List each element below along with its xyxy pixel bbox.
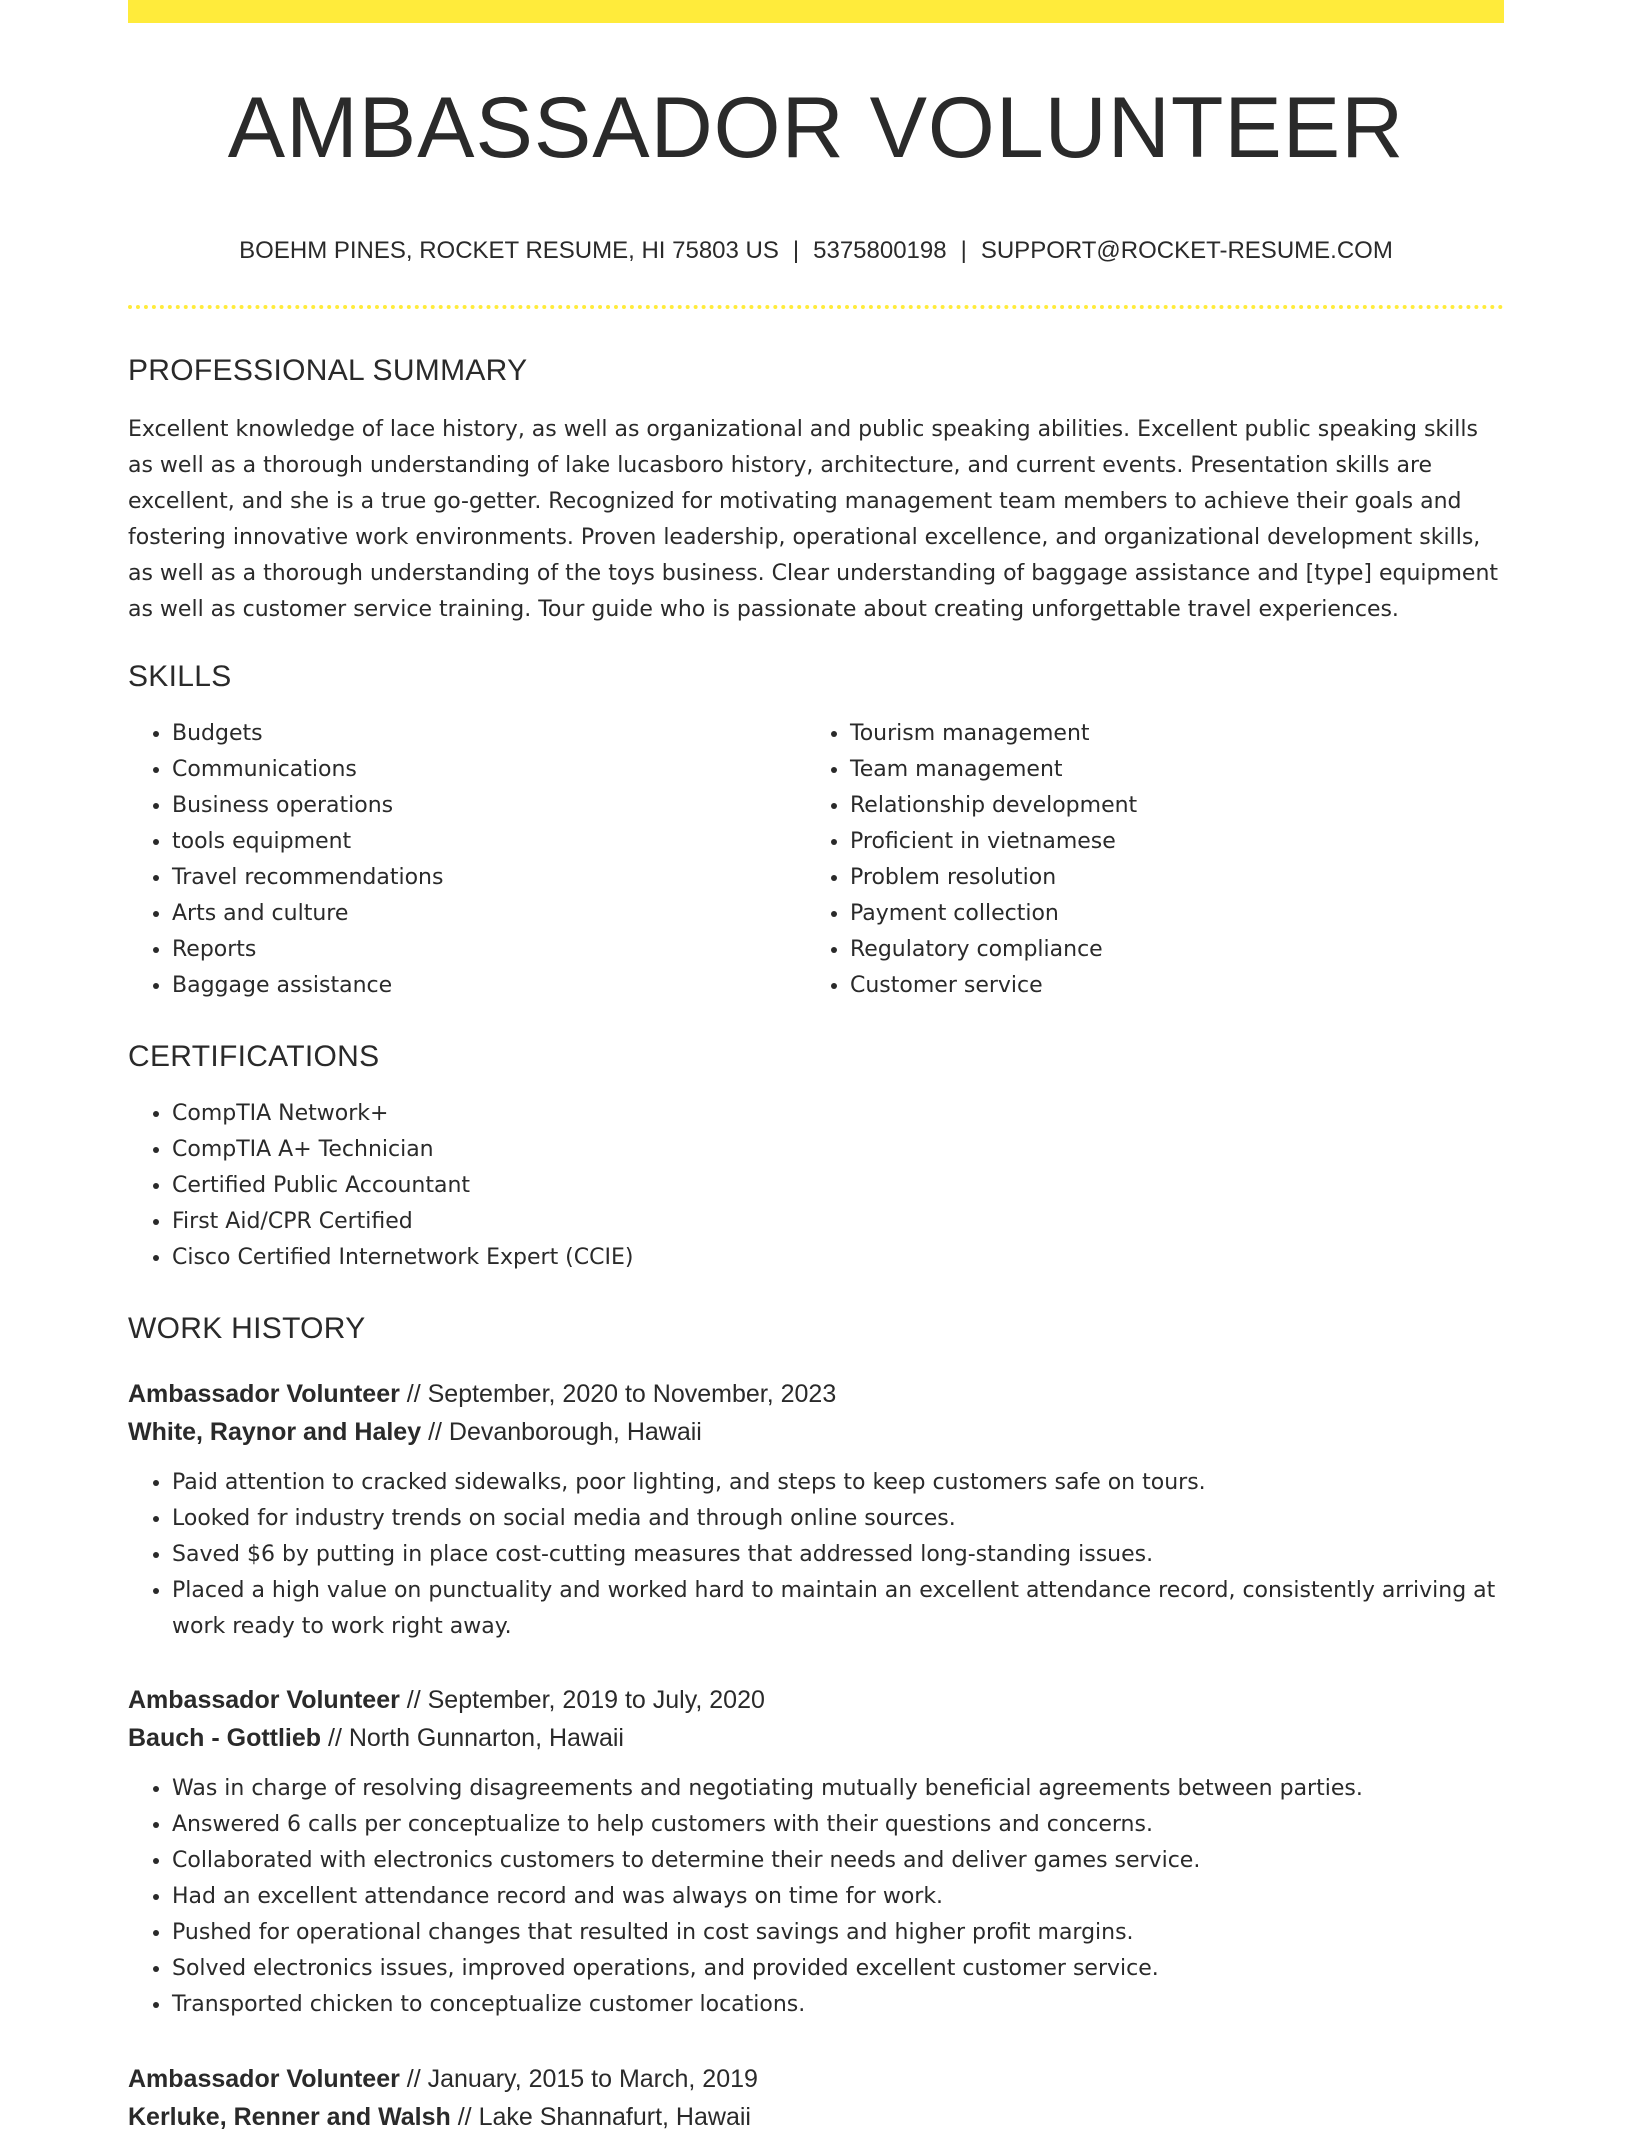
job-company: Bauch - Gottlieb xyxy=(128,1724,322,1752)
job-title-line xyxy=(128,1375,1504,1413)
job-bullet: • Looked for industry trends on social media and through online sources. xyxy=(172,1501,1504,1537)
summary-section xyxy=(128,354,1504,628)
certifications-title: CERTIFICATIONS xyxy=(128,1040,380,1073)
contact-separator: | xyxy=(792,237,800,264)
summary-title: PROFESSIONAL SUMMARY xyxy=(128,354,528,387)
skill-item: • Reports xyxy=(172,932,806,968)
skills-grid xyxy=(128,716,1504,1004)
job-bullet: • Was in charge of resolving disagreements and negotiating mutually beneficial agreements between parties. xyxy=(172,1771,1504,1807)
resume-page xyxy=(128,0,1504,2131)
skill-item: • Baggage assistance xyxy=(172,968,806,1004)
job-entry xyxy=(128,1681,1504,2023)
job-company-line xyxy=(128,2098,1504,2136)
certification-item: • CompTIA Network+ xyxy=(172,1096,1504,1132)
contact-separator: | xyxy=(960,237,967,264)
skill-item: • Payment collection xyxy=(850,896,1484,932)
certification-item: • First Aid/CPR Certified xyxy=(172,1204,1504,1240)
job-location: // North Gunnarton, Hawaii xyxy=(328,1724,624,1752)
skill-item: • Communications xyxy=(172,752,806,788)
dotted-divider xyxy=(128,305,1504,309)
skill-item: • Team management xyxy=(850,752,1484,788)
skill-item: • Proficient in vietnamese xyxy=(850,824,1484,860)
job-bullet: • Collaborated with electronics customers to determine their needs and deliver games service. xyxy=(172,1843,1504,1879)
job-company: Kerluke, Renner and Walsh xyxy=(128,2103,451,2131)
certifications-section xyxy=(128,1040,1504,1276)
contact-phone: 5375800198 xyxy=(813,237,947,264)
job-role: Ambassador Volunteer xyxy=(128,1686,400,1714)
skill-item: • Travel recommendations xyxy=(172,860,806,896)
job-company-line xyxy=(128,1719,1504,1757)
certification-item: • Certified Public Accountant xyxy=(172,1168,1504,1204)
candidate-name: AMBASSADOR VOLUNTEER xyxy=(227,80,1405,176)
job-bullet: • Solved electronics issues, improved operations, and provided excellent customer service. xyxy=(172,1951,1504,1987)
contact-email: SUPPORT@ROCKET-RESUME.COM xyxy=(980,237,1393,264)
job-bullet: • Answered 6 calls per conceptualize to help customers with their questions and concerns. xyxy=(172,1807,1504,1843)
accent-top-bar xyxy=(128,0,1504,23)
certification-item: • Cisco Certified Internetwork Expert (CCIE) xyxy=(172,1240,1504,1276)
job-bullet: • Pushed for operational changes that resulted in cost savings and higher profit margins. xyxy=(172,1915,1504,1951)
job-location: // Devanborough, Hawaii xyxy=(428,1418,702,1446)
job-bullet: • Saved $6 by putting in place cost-cutting measures that addressed long-standing issues. xyxy=(172,1537,1504,1573)
work-history-section xyxy=(128,1312,1504,1346)
skills-column-left xyxy=(128,716,806,1004)
job-bullet: • Paid attention to cracked sidewalks, poor lighting, and steps to keep customers safe on tours. xyxy=(172,1465,1504,1501)
contact-line xyxy=(128,237,1504,265)
job-dates: // January, 2015 to March, 2019 xyxy=(406,2065,758,2093)
contact-address: BOEHM PINES, ROCKET RESUME, HI 75803 US xyxy=(239,237,779,264)
skill-item: • Tourism management xyxy=(850,716,1484,752)
job-entry xyxy=(128,1375,1504,1645)
summary-text: Excellent knowledge of lace history, as well as organizational and public speaking abilities. Excellent public speaking skills as well as a thorough understanding of lake lucasboro history, architecture, and current events. Presentation skills are excellent, and she is a true go-getter. Recognized for motivating management team members to achieve their goals and fostering innovative work environments. Proven leadership, operational excellence, and organizational development skills, as well as a thorough understanding of the toys business. Clear understanding of baggage assistance and [type] equipment as well as customer service training. Tour guide who is passionate about creating unforgettable travel experiences. xyxy=(128,417,1499,622)
skill-item: • Arts and culture xyxy=(172,896,806,932)
skills-title: SKILLS xyxy=(128,660,232,693)
job-role: Ambassador Volunteer xyxy=(128,1380,400,1408)
job-bullet: • Placed a high value on punctuality and worked hard to maintain an excellent attendance record, consistently arriving at work ready to work right away. xyxy=(172,1573,1504,1645)
job-dates: // September, 2020 to November, 2023 xyxy=(406,1380,837,1408)
skill-item: • Business operations xyxy=(172,788,806,824)
job-company: White, Raynor and Haley xyxy=(128,1418,422,1446)
skill-item: • Relationship development xyxy=(850,788,1484,824)
skills-section xyxy=(128,660,1504,1004)
job-dates: // September, 2019 to July, 2020 xyxy=(406,1686,765,1714)
job-role: Ambassador Volunteer xyxy=(128,2065,400,2093)
job-bullet: • Had an excellent attendance record and was always on time for work. xyxy=(172,1879,1504,1915)
job-company-line xyxy=(128,1413,1504,1451)
skill-item: • Budgets xyxy=(172,716,806,752)
certification-item: • CompTIA A+ Technician xyxy=(172,1132,1504,1168)
job-entry xyxy=(128,2060,1504,2136)
skills-column-right xyxy=(806,716,1484,1004)
skill-item: • Regulatory compliance xyxy=(850,932,1484,968)
skill-item: • tools equipment xyxy=(172,824,806,860)
skill-item: • Problem resolution xyxy=(850,860,1484,896)
skill-item: • Customer service xyxy=(850,968,1484,1004)
job-bullet: • Transported chicken to conceptualize customer locations. xyxy=(172,1987,1504,2023)
job-title-line xyxy=(128,1681,1504,1719)
job-title-line xyxy=(128,2060,1504,2098)
job-location: // Lake Shannafurt, Hawaii xyxy=(457,2103,751,2131)
work-history-title: WORK HISTORY xyxy=(128,1312,366,1345)
